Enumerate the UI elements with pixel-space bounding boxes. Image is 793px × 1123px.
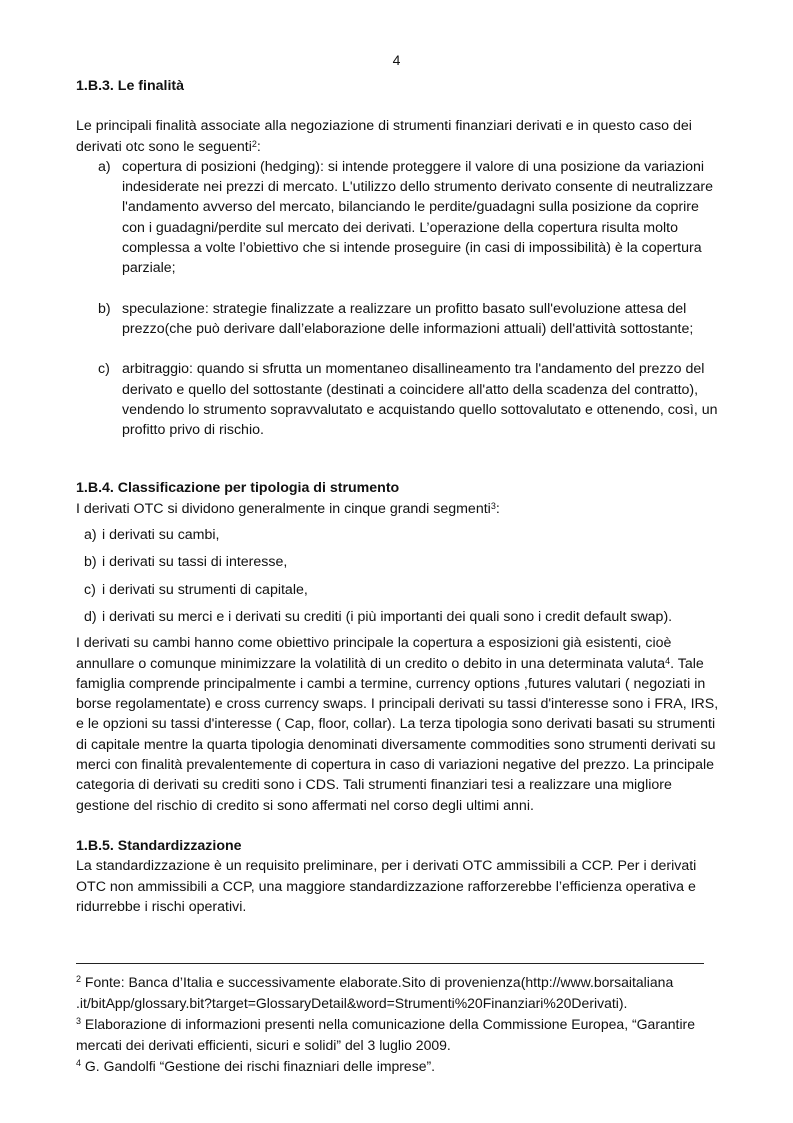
segment-list — [76, 525, 726, 627]
footnote-ref-3[interactable]: 3 — [490, 500, 496, 511]
section-heading-standardizzazione: 1.B.5. Standardizzazione — [76, 837, 242, 854]
document-body — [76, 76, 726, 917]
classificazione-paragraph: I derivati su cambi hanno come obiettivo principale la copertura a esposizioni già esistenti, cioè annullare o comunque minimizzare la volatilità di un credito o debito in una determinata valuta$^4$. Tale famiglia comprende principalmente i cambi a termine, currency options ,futures valutari ( negoziati in borse regolamentate) e cross currency swaps. I principali derivati su tassi d'interesse sono i FRA, IRS, e le opzioni su tassi d'interesse ( Cap, floor, collar). La terza tipologia sono derivati basati su strumenti di capitale mentre la quarta tipologia denominati diversamente commodities sono strumenti derivati su merci con finalità prevalentemente di copertura in caso di variazioni negative del prezzo. La principale categoria di derivati su crediti sono i CDS. Tali strumenti finanziari tesi a realizzare una migliore gestione del rischio di credito si sono affermati nel corso degli ultimi anni. — [76, 635, 719, 814]
section-heading-finalita: 1.B.3. Le finalità — [76, 78, 185, 94]
page-number: 4 — [392, 52, 401, 68]
footnote-ref-2[interactable]: 2 — [251, 138, 257, 149]
list-item: b) speculazione: strategie finalizzate a realizzare un profitto basato sull'evoluzione attesa del prezzo(che può derivare dall’elaborazione delle informazioni attuali) dell'attività sottostante; — [98, 300, 694, 337]
footnotes — [76, 972, 726, 1077]
list-item: d) i derivati su merci e i derivati su crediti (i più importanti dei quali sono i credit default swap). — [84, 608, 673, 625]
footnote: $^2$ Fonte: Banca d’Italia e successivamente elaborate.Sito di provenienza(http://www.borsaitaliana .it/bitApp/glossary.bit?target=GlossaryDetail&word=Strumenti%20Finanziari%20Derivati). — [76, 974, 674, 1011]
list-item: c) i derivati su strumenti di capitale, — [84, 581, 308, 598]
classificazione-intro: I derivati OTC si dividono generalmente in cinque grandi segmenti$^3$: — [76, 500, 500, 517]
footnote: $^3$ Elaborazione di informazioni presenti nella comunicazione della Commissione Europea, “Garantire mercati dei derivati efficienti, sicuri e solidi” del 3 luglio 2009. — [76, 1016, 695, 1053]
finalita-intro: Le principali finalità associate alla negoziazione di strumenti finanziari derivati e in questo caso dei derivati otc sono le seguenti$^2$: — [76, 118, 692, 155]
list-item: b) i derivati su tassi di interesse, — [84, 554, 288, 571]
footnote: $^4$ G. Gandolfi “Gestione dei rischi finazniari delle imprese”. — [76, 1058, 436, 1074]
list-item: a) copertura di posizioni (hedging): si intende proteggere il valore di una posizione da variazioni indesiderate nei prezzi di mercato. L'utilizzo dello strumento derivato consente di neutralizzare l'andamento avverso del mercato, bilanciando le perdite/guadagni sulla posizione da coprire con i guadagni/perdite sul mercato dei derivati. L’operazione della copertura risulta molto complessa a volte l’obiettivo che si intende proseguire (in casi di impossibilità) è la copertura parziale; — [98, 158, 714, 277]
section-heading-classificazione: 1.B.4. Classificazione per tipologia di strumento — [76, 480, 400, 497]
footnote-separator — [76, 963, 704, 964]
list-item: a) i derivati su cambi, — [84, 527, 220, 544]
footnote-ref-4[interactable]: 4 — [665, 655, 671, 666]
list-item: c) arbitraggio: quando si sfrutta un momentaneo disallineamento tra l'andamento del prezzo del derivato e quello del sottostante (destinati a coincidere all'atto della scadenza del contratto), vendendo lo strumento sopravvalutato e acquistando quello sottovalutato e ottenendo, così, un profitto privo di rischio. — [98, 361, 718, 439]
finalita-list — [76, 157, 726, 441]
standardizzazione-paragraph: La standardizzazione è un requisito preliminare, per i derivati OTC ammissibili a CCP. Per i derivati OTC non ammissibili a CCP, una maggiore standardizzazione rafforzerebbe l’efficienza operativa e ridurrebbe i rischi operativi. — [76, 858, 697, 915]
